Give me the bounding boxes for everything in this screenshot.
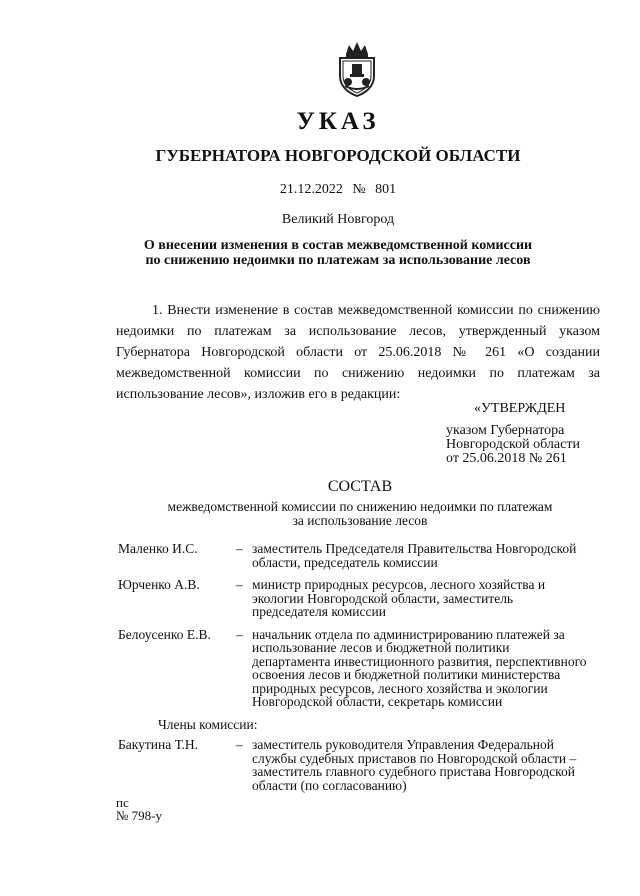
composition-subtitle-line-2: за использование лесов [292,513,428,528]
body-paragraph: 1. Внести изменение в состав межведомственной комиссии по снижению недоимки по платежам за использование лесов, утвержденный указом Губернатора Новгородской области от 25.06.2018 № 261 «О создании межведомственной комиссии по снижению недоимки по платежам за использование лесов», изложив его в редакции: [116,303,600,402]
footer-line-2: № 798-у [116,808,162,823]
footer-mark [116,796,162,822]
approval-line-3: Новгородской области [446,437,580,452]
approval-line-1: «УТВЕРЖДЕН [474,401,566,416]
member-position: заместитель руководителя Управления Федеральной службы судебных приставов по Новгородской области – заместитель главного судебного пристава Новгородской области (по согласованию) [252,737,577,793]
heading-line-1: О внесении изменения в состав межведомственной комиссии [143,238,533,253]
footer-line-1: пс [116,795,129,810]
member-position: начальник отдела по администрированию платежей за использование лесов и бюджетной политики департамента инвестиционного развития, перспективного освоения лесов и бюджетной политики министерства природных ресурсов, лесного хозяйства и экологии Новгородской области, секретарь комиссии [252,626,587,709]
document-number: 801 [375,182,397,197]
member-dash: – [236,541,243,556]
document-heading [0,238,640,268]
member-row [118,628,598,709]
approval-line-2: указом Губернатора [446,423,565,438]
member-dash: – [236,577,243,592]
member-name: Маленко И.С. [118,541,198,556]
members-label: Члены комиссии: [158,716,258,732]
approval-line-4: от 25.06.2018 № 261 [446,451,567,466]
member-row [118,738,598,792]
document-title: УКАЗ [296,108,380,135]
document-date: 21.12.2022 [279,182,343,197]
members-list [118,542,598,801]
member-dash: – [236,737,243,752]
composition-subtitle-line-1: межведомственной комиссии по снижению недоимки по платежам [167,499,553,514]
member-dash: – [236,626,243,642]
approval-block [446,402,580,466]
number-sign: № [352,182,366,197]
member-position: заместитель Председателя Правительства Новгородской области, председатель комиссии [252,541,577,570]
member-position: министр природных ресурсов, лесного хозяйства и экологии Новгородской области, заместитель председателя комиссии [252,577,546,619]
member-row [118,578,598,619]
document-subtitle: ГУБЕРНАТОРА НОВГОРОДСКОЙ ОБЛАСТИ [155,146,521,165]
member-name: Белоусенко Е.В. [118,626,211,642]
composition-title: СОСТАВ [327,478,393,495]
city: Великий Новгород [281,212,395,227]
coat-of-arms-icon [336,40,378,98]
composition-subtitle [0,500,640,528]
member-name: Юрченко А.В. [118,577,200,592]
heading-line-2: по снижению недоимки по платежам за использование лесов [145,253,531,268]
date-number-line [0,182,640,198]
member-row [118,542,598,569]
member-name: Бакутина Т.Н. [118,737,198,752]
